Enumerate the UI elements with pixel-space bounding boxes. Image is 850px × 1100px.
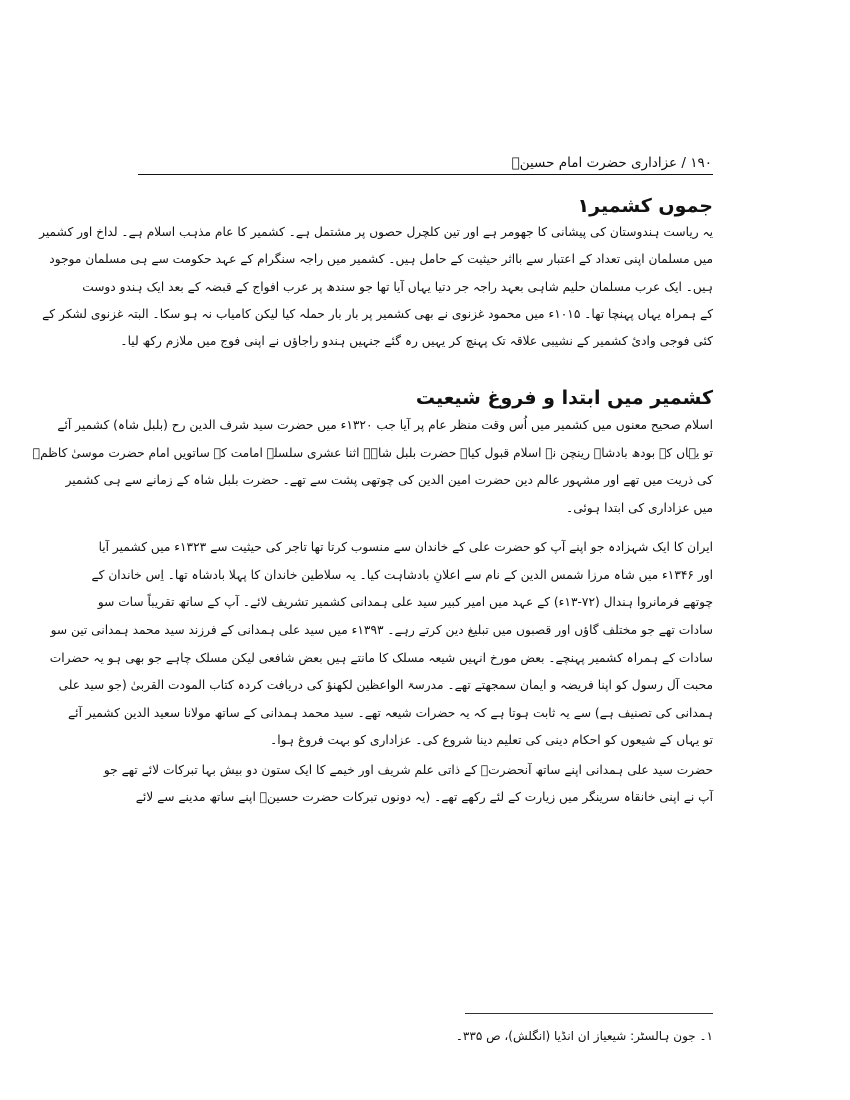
paragraph-line: چوتھے فرمانروا ہندال (۷۲-۱۳ء) کے عہد میں امیر کبیر سید علی ہمدانی کشمیر تشریف لائے۔ آپ کے ساتھ تقریباً سات سو — [97, 595, 713, 609]
paragraph-line: کئی فوجی وادیٔ کشمیر کے نشیبی علاقہ تک پہنچ کر یہیں رہ گئے جنہیں ہندو راجاؤں نے اپنی فوج میں ملازم رکھ لیا۔ — [120, 334, 713, 348]
section-heading-shiism: کشمیر میں ابتدا و فروغ شیعیت — [415, 387, 713, 409]
paragraph-line: کی ذریت میں تھے اور مشہور عالم دین حضرت امین الدین کی چوتھی پشت سے تھے۔ حضرت بلبل شاہ کے زمانے سے ہی کشمیر — [65, 473, 713, 487]
paragraph-line: میں مسلمان اپنی تعداد کے اعتبار سے بااثر حیثیت کے حامل ہیں۔ کشمیر میں راجہ سنگرام کے عہد حکومت سے ہی مسلمان موجود — [49, 252, 713, 266]
paragraph-line: اور ۱۳۴۶ء میں شاہ مرزا شمس الدین کے نام سے اعلانِ بادشاہت کیا۔ یہ سلاطین خاندان کا پہلا بادشاہ تھا۔ اِس خاندان کے — [91, 568, 713, 582]
paragraph-line: محبت آل رسول کو اپنا فریضہ و ایمان سمجھتے تھے۔ مدرسۃ الواعظین لکھنؤ کی دریافت کردہ کتاب المودت القربیٰ (جو سید علی — [58, 678, 713, 692]
section-heading-jammu-kashmir: جموں کشمیر۱ — [577, 195, 713, 217]
footnote: ۱۔ جون ہالسٹر: شیعیاز ان انڈیا (انگلش)، ص ۳۳۵۔ — [455, 1029, 713, 1043]
paragraph-line: یہ ریاست ہندوستان کی پیشانی کا جھومر ہے اور تین کلچرل حصوں پر مشتمل ہے۔ کشمیر کا عام مذہب اسلام ہے۔ لداخ اور کشمیر — [39, 225, 713, 239]
footnote-rule — [465, 1013, 713, 1014]
paragraph-line: ہیں۔ ایک عرب مسلمان حلیم شاہی بعہد راجہ جر دتیا یہاں آیا تھا جو سندھ پر عرب افواج کے قبضہ کے بعد ایک ہندو دوست — [82, 280, 713, 294]
paragraph-line: ہمدانی کی تصنیف ہے) سے یہ ثابت ہوتا ہے کہ یہ حضرات شیعہ تھے۔ سید محمد ہمدانی کے ساتھ مولانا سعید الدین کشمیر آئے — [68, 706, 713, 720]
paragraph-line: سادات کے ہمراہ کشمیر پہنچے۔ بعض مورخ انہیں شیعہ مسلک کا مانتے ہیں بعض شافعی لیکن مسلک چاہے جو بھی ہو یہ حضرات — [49, 651, 713, 665]
paragraph-line: حضرت سید علی ہمدانی اپنے ساتھ آنحضرتؐ کے ذاتی علم شریف اور خیمے کا ایک ستون دو بیش بہا تبرکات لائے تھے جو — [103, 763, 713, 777]
paragraph-line: میں عزاداری کی ابتدا ہوئی۔ — [566, 501, 713, 515]
paragraph-line: تو یہاں کے شیعوں کو احکام دینی کی تعلیم دینا شروع کی۔ عزاداری کو بہت فروغ ہوا۔ — [270, 733, 713, 747]
paragraph-line: کے ہمراہ یہاں پہنچا تھا۔ ۱۰۱۵ء میں محمود غزنوی نے بھی کشمیر پر بار بار حملہ کیا لیکن کامیاب نہ ہو سکا۔ البتہ غزنوی لشکر کے — [42, 307, 713, 321]
paragraph-line: اسلام صحیح معنوں میں کشمیر میں اُس وقت منظر عام پر آیا جب ۱۳۲۰ء میں حضرت سید شرف الدین رح (بلبل شاہ) کشمیر آئے — [57, 418, 713, 432]
running-header: ۱۹۰ / عزاداری حضرت امام حسینؑ — [511, 155, 712, 171]
header-rule — [138, 174, 713, 175]
paragraph-line: ایران کا ایک شہزادہ جو اپنے آپ کو حضرت علی کے خاندان سے منسوب کرتا تھا تاجر کی حیثیت سے ۱۳۲۳ء میں کشمیر آیا — [98, 540, 713, 554]
paragraph-line: آپ نے اپنی خانقاہ سرینگر میں زیارت کے لئے رکھے تھے۔ (یہ دونوں تبرکات حضرت حسینؑ اپنے ساتھ مدینے سے لائے — [135, 790, 713, 804]
paragraph-line: سادات تھے جو مختلف گاؤں اور قصبوں میں تبلیغ دین کرتے رہے۔ ۱۳۹۳ء میں سید علی ہمدانی کے فرزند سید محمد ہمدانی تین سو — [50, 623, 713, 637]
paragraph-line: تو یہاں کے بودھ بادشاہ رینچن نے اسلام قبول کیا۔ حضرت بلبل شاہؒ اثنا عشری سلسلۂ امامت کے ساتویں امام حضرت موسیٰ کاظمؑ — [32, 446, 713, 460]
